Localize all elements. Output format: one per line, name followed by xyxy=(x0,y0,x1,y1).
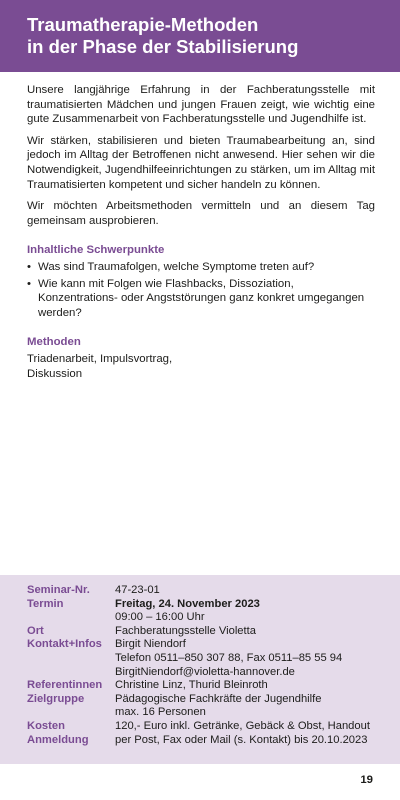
target-group: Pädagogische Fachkräfte der Jugendhilfe xyxy=(115,692,322,705)
info-label: Anmeldung xyxy=(27,733,89,746)
event-date: Freitag, 24. November 2023 xyxy=(115,597,260,610)
list-item xyxy=(27,277,375,321)
info-row-zielgruppe xyxy=(27,693,370,720)
info-value xyxy=(115,679,370,693)
intro-paragraph: Unsere langjährige Erfahrung in der Fachberatungsstelle mit traumatisierten Mädchen und jungen Frauen zeigt, wie wichtig eine gute Zusammenarbeit von Fachberatungsstelle und Jugendhilfe ist. xyxy=(27,84,375,126)
methods-line: Diskussion xyxy=(27,367,83,380)
info-label: Kosten xyxy=(27,719,65,732)
info-label: Seminar-Nr. xyxy=(27,584,90,596)
info-row-ort xyxy=(27,625,370,639)
list-item-text: Was sind Traumafolgen, welche Symptome treten auf? xyxy=(38,260,315,273)
list-item-text: Wie kann mit Folgen wie Flashbacks, Dissoziation, Konzentrations- oder Angststörungen ganz konkret umgegangen werden? xyxy=(38,277,365,319)
info-label: Termin xyxy=(27,597,64,610)
info-row-kosten xyxy=(27,720,370,734)
info-label: Ort xyxy=(27,624,44,637)
page-title-line-1: Traumatherapie-Methoden xyxy=(27,14,259,35)
event-time: 09:00 – 16:00 Uhr xyxy=(115,611,205,624)
description-section xyxy=(27,83,375,381)
info-label: Zielgruppe xyxy=(27,692,85,705)
contact-email: BirgitNiendorf@violetta-hannover.de xyxy=(115,665,295,678)
info-value xyxy=(115,598,370,625)
cost: 120,- Euro inkl. Getränke, Gebäck & Obst, Handout xyxy=(115,719,370,732)
focus-heading: Inhaltliche Schwerpunkte xyxy=(27,244,165,257)
max-participants: max. 16 Personen xyxy=(115,706,206,719)
methods-line: Triadenarbeit, Impulsvortrag, xyxy=(27,352,173,365)
contact-name: Birgit Niendorf xyxy=(115,638,186,651)
list-item xyxy=(27,260,375,275)
intro-paragraph: Wir stärken, stabilisieren und bieten Traumabearbeitung an, sind jedoch im Alltag der Betroffenen nicht anwesend. Hier sehen wir die Notwendigkeit, Jugendhilfeeinrichtungen zu stärken, um im Alltag mit Traumatisierten kompetent und sicher handeln zu können. xyxy=(27,134,375,191)
info-label: Kontakt+Infos xyxy=(27,638,102,651)
seminar-number: 47-23-01 xyxy=(115,584,160,596)
info-row-seminar-nr xyxy=(27,584,370,598)
seminar-info-box xyxy=(0,575,400,764)
info-row-referentinnen xyxy=(27,679,370,693)
seminar-info-table xyxy=(27,584,370,747)
info-row-anmeldung xyxy=(27,734,370,748)
page-number: 19 xyxy=(360,774,373,786)
contact-phone: Telefon 0511–850 307 88, Fax 0511–85 55 94 xyxy=(115,651,343,664)
bullet-icon: • xyxy=(27,277,31,290)
focus-list xyxy=(27,260,375,320)
methods-heading: Methoden xyxy=(27,336,81,349)
header-banner xyxy=(0,0,400,72)
intro-paragraph: Wir möchten Arbeitsmethoden vermitteln und an diesem Tag gemeinsam ausprobieren. xyxy=(27,200,375,227)
info-row-termin xyxy=(27,598,370,625)
info-value xyxy=(115,693,370,720)
page-title xyxy=(27,14,298,58)
bullet-icon: • xyxy=(27,260,31,273)
registration: per Post, Fax oder Mail (s. Kontakt) bis 20.10.2023 xyxy=(115,733,368,746)
event-location: Fachberatungsstelle Violetta xyxy=(115,624,256,637)
info-value xyxy=(115,625,370,639)
info-value xyxy=(115,584,370,598)
page-title-line-2: in der Phase der Stabilisierung xyxy=(27,36,299,57)
methods-text xyxy=(27,352,375,381)
info-value xyxy=(115,638,370,679)
info-label: Referentinnen xyxy=(27,679,103,692)
info-row-kontakt xyxy=(27,638,370,679)
speakers: Christine Linz, Thurid Bleinroth xyxy=(115,679,268,692)
info-value xyxy=(115,734,370,748)
info-value xyxy=(115,720,370,734)
